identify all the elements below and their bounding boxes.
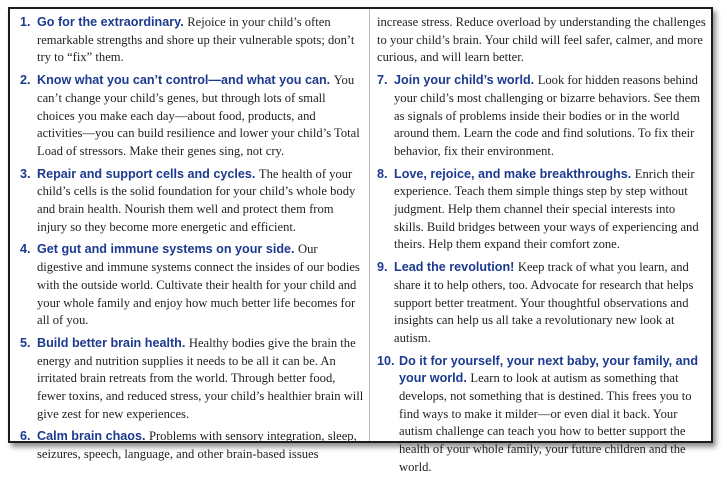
item-heading: Lead the revolution!: [394, 260, 518, 275]
item-text: Problems with sensory integration, sleep, seizures, speech, language, and other brain-based issues: [37, 429, 357, 462]
list-item-4: [20, 241, 364, 330]
item-heading: Go for the extraordinary.: [37, 15, 188, 29]
item-number: 4.: [20, 242, 31, 257]
list-item-5: [20, 335, 364, 424]
item-number: 6.: [20, 429, 31, 444]
right-column: [377, 14, 707, 482]
item-heading: Join your child’s world.: [394, 73, 538, 88]
item-text: The health of your child’s cells is the solid foundation for your child’s whole body and brain health. Nourish them well and protect them from injury so they become more energetic and efficient.: [37, 166, 356, 234]
item-heading: Get gut and immune systems on your side.: [37, 242, 299, 257]
list-item-10: [377, 353, 707, 477]
column-divider: [369, 9, 370, 441]
item-text: You can’t change your child’s genes, but through lots of small choices you make each day—about food, products, and activities—you can build resilience and lower your child’s Total Load of stressors. Make their genes sing, not cry.: [37, 73, 360, 158]
item-heading: Know what you can’t control—and what you can.: [37, 73, 334, 88]
item-heading: Love, rejoice, and make breakthroughs.: [394, 166, 635, 181]
list-item-9: [377, 259, 707, 348]
list-item-2: [20, 72, 364, 161]
item-6-continuation: increase stress. Reduce overload by understanding the challenges to your child’s brain. Your child will feel safer, calmer, and more curious, and will learn better.: [377, 15, 706, 65]
item-number: 9.: [377, 260, 388, 275]
item-text: Healthy bodies give the brain the energy and nutrition supplies it needs to be all it can be. An irritated brain retreats from the world. Through better food, fewer toxins, and reduced stress, your child’s healthier brain will give zest for new experiences.: [37, 335, 364, 421]
item-number: 5.: [20, 335, 31, 350]
list-item-6: [20, 428, 364, 463]
item-text: Enrich their experience. Teach them simple things step by step without judgment. Help them channel their special interests into skills. Build bridges between your ways of experiencing and theirs. Help them expand their comfort zone.: [394, 166, 699, 252]
item-text: Rejoice in your child’s often remarkable strengths and shore up their vulnerable spots; don’t try to “fix” them.: [37, 15, 355, 65]
item-number: 8.: [377, 166, 388, 181]
item-number: 7.: [377, 73, 388, 88]
list-item-1: [20, 14, 364, 67]
list-item-3: [20, 166, 364, 237]
item-heading: Calm brain chaos.: [37, 429, 149, 444]
item-number: 1.: [20, 15, 31, 29]
item-number: 10.: [377, 353, 395, 368]
item-number: 3.: [20, 166, 31, 181]
item-heading: Repair and support cells and cycles.: [37, 166, 259, 181]
item-text: Look for hidden reasons behind your child’s most challenging or bizarre behaviors. See them as signals of problems inside their bodies or in the world around them. Learn the code and find solutions. To fix their behavior, fix their environment.: [394, 73, 701, 158]
left-column: [20, 14, 364, 469]
item-heading: Do it for yourself, your next baby, your family, and your world.: [399, 353, 699, 386]
item-heading: Build better brain health.: [37, 335, 189, 350]
document-frame: [8, 7, 713, 474]
list-item-7: [377, 72, 707, 161]
item-text: Learn to look at autism as something that develops, not something that is destined. This frees you to find ways to make it milder—or even dial it back. Your autism challenge can teach you how to better support the health of your whole family, your future children and the world.: [399, 371, 692, 474]
list-item-8: [377, 166, 707, 255]
item-number: 2.: [20, 73, 31, 88]
item-text: Our digestive and immune systems connect the insides of our bodies with the outside world. Cultivate their health for your child and your whole family and enjoy how much better life becomes for all of you.: [37, 242, 360, 328]
item-text: Keep track of what you learn, and share it to help others, too. Advocate for research that helps support better treatment. Your thoughtful observations and insights can help us all take a revolutionary new look at autism.: [394, 260, 694, 345]
